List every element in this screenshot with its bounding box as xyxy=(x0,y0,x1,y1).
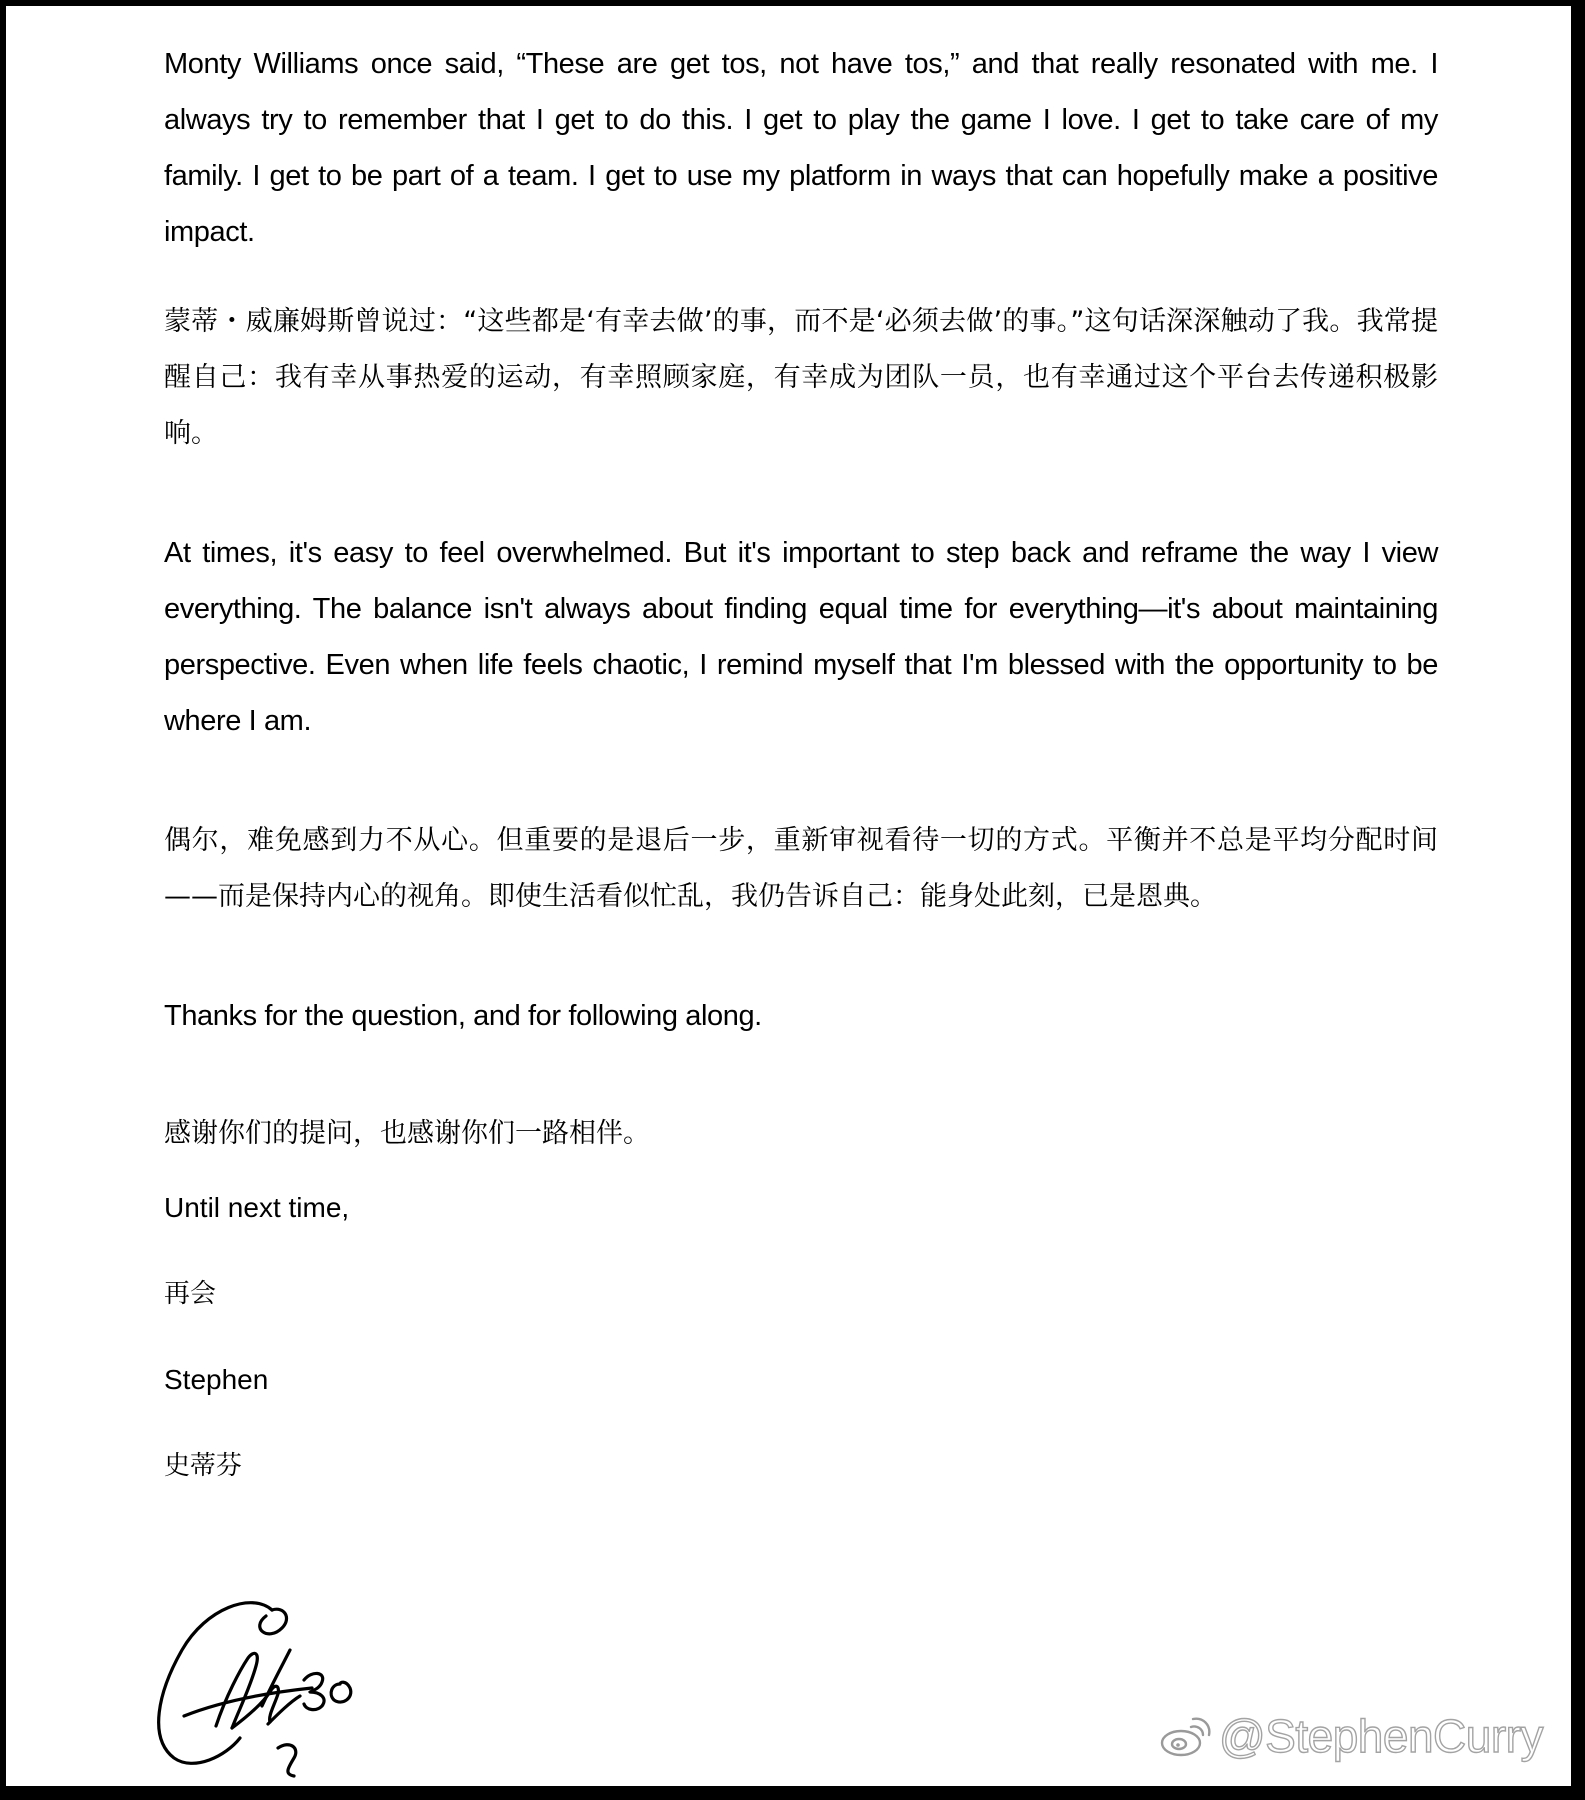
paragraph-chinese-1: 蒙蒂・威廉姆斯曾说过：“这些都是‘有幸去做’的事，而不是‘必须去做’的事。”这句话深深触动了我。我常提醒自己：我有幸从事热爱的运动，有幸照顾家庭，有幸成为团队一员，也有幸通过这个平台去传递积极影响。 xyxy=(164,306,1438,449)
watermark xyxy=(1159,1708,1543,1764)
handwritten-signature xyxy=(144,1588,364,1778)
paragraph-chinese-2: 偶尔，难免感到力不从心。但重要的是退后一步，重新审视看待一切的方式。平衡并不总是平均分配时间——而是保持内心的视角。即使生活看似忙乱，我仍告诉自己：能身处此刻，已是恩典。 xyxy=(164,825,1438,912)
signer-name-chinese: 史蒂芬 xyxy=(164,1451,243,1481)
weibo-icon xyxy=(1159,1713,1211,1759)
paragraph-english-1: Monty Williams once said, “These are get tos, not have tos,” and that really resonated with me. I always try to remember that I get to do this. I get to play the game I love. I get to take care of my family. I get to be part of a team. I get to use my platform in ways that can hopefully make a positive impact. xyxy=(164,48,1438,248)
sign-off-english: Until next time, xyxy=(164,1192,350,1223)
paragraph-english-thanks: Thanks for the question, and for following along. xyxy=(164,1000,762,1032)
paragraph-english-2: At times, it's easy to feel overwhelmed. But it's important to step back and reframe the way I view everything. The balance isn't always about finding equal time for everything—it's about maintaining perspective. Even when life feels chaotic, I remind myself that I'm blessed with the opportunity to be where I am. xyxy=(164,537,1438,737)
paragraph-chinese-thanks: 感谢你们的提问，也感谢你们一路相伴。 xyxy=(164,1118,650,1149)
watermark-handle: @StephenCurry xyxy=(1218,1710,1543,1762)
sign-off-chinese: 再会 xyxy=(164,1279,217,1309)
signer-name-english: Stephen xyxy=(164,1364,269,1395)
